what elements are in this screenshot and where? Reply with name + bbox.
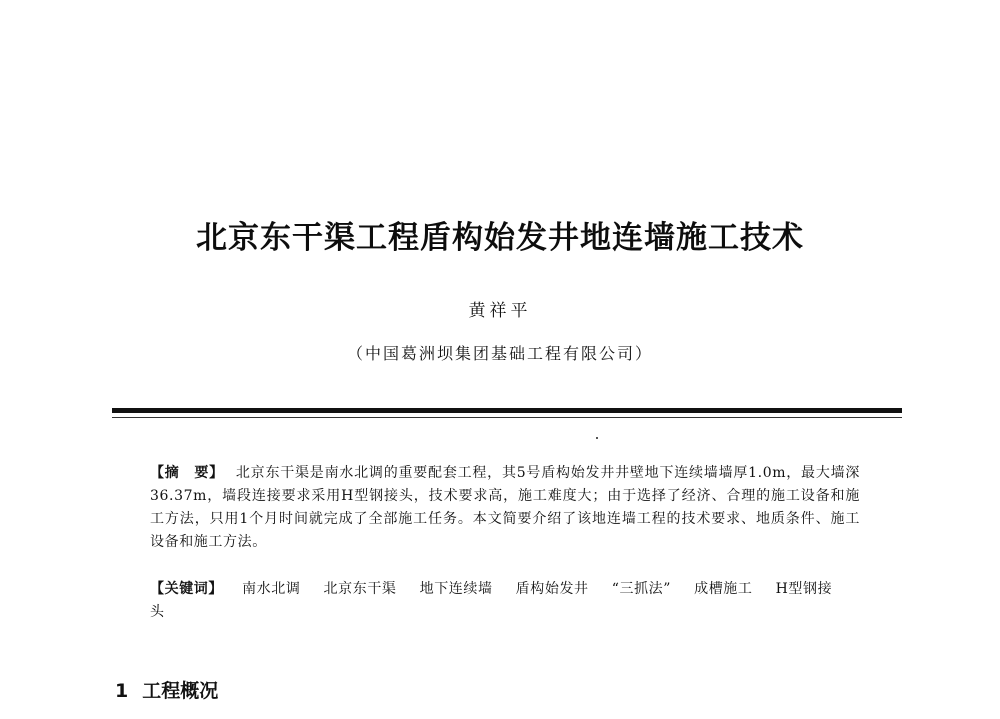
keywords-paragraph — [150, 578, 860, 624]
keyword-item: H型钢接头 — [150, 581, 833, 620]
section-heading — [115, 676, 218, 703]
keyword-item: 成槽施工 — [694, 581, 753, 597]
scan-speck — [596, 437, 598, 439]
section-title: 工程概况 — [142, 680, 219, 702]
keyword-item: 南水北调 — [242, 581, 301, 597]
header-rule-thin — [112, 417, 902, 418]
paper-title: 北京东干渠工程盾构始发井地连墙施工技术 — [196, 220, 804, 256]
keyword-item: “三抓法” — [611, 581, 672, 597]
keyword-item: 地下连续墙 — [419, 581, 493, 597]
abstract-text: 北京东干渠是南水北调的重要配套工程，其5号盾构始发井井壁地下连续墙墙厚1.0m，最大墙深36.37m，墙段连接要求采用H型钢接头，技术要求高，施工难度大；由于选择了经济、合理的施工设备和施工方法，只用1个月时间就完成了全部施工任务。本文简要介绍了该地连墙工程的技术要求、地质条件、施工设备和施工方法。 — [150, 465, 860, 550]
abstract-label: 【摘 要】 — [150, 465, 224, 481]
abstract-paragraph — [150, 462, 860, 554]
author-name: 黄祥平 — [468, 301, 532, 321]
header-rule-thick — [112, 408, 902, 413]
author-affiliation: （中国葛洲坝集团基础工程有限公司） — [346, 344, 653, 363]
keyword-item: 盾构始发井 — [515, 581, 589, 597]
keyword-item: 北京东干渠 — [323, 581, 397, 597]
keywords-label: 【关键词】 — [150, 581, 223, 597]
section-number: 1 — [115, 680, 129, 702]
